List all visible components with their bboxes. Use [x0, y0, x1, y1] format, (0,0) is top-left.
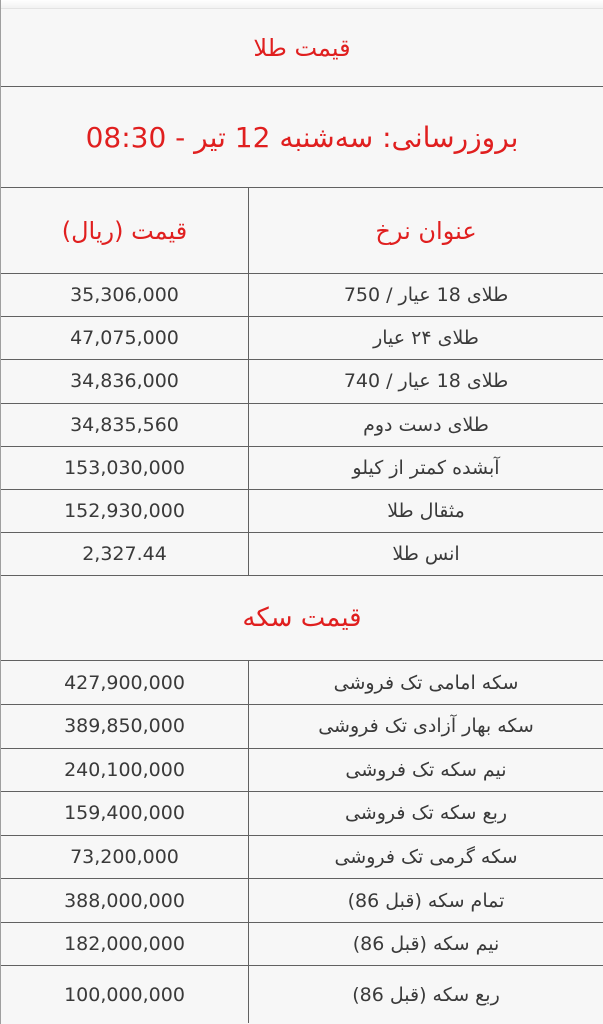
label-cell: سکه امامی تک فروشی — [248, 661, 603, 704]
table-row — [1, 533, 603, 576]
table-row — [1, 792, 603, 836]
label-cell: انس طلا — [248, 533, 603, 575]
coin-section-row — [1, 576, 603, 661]
label-cell: طلای 18 عیار / 740 — [248, 360, 603, 402]
price-cell: 100,000,000 — [64, 983, 185, 1006]
price-cell: 152,930,000 — [64, 500, 185, 523]
section-title-coins: قیمت سکه — [242, 603, 362, 634]
label-cell: تمام سکه (قبل 86) — [248, 879, 603, 922]
price-cell: 240,100,000 — [64, 758, 185, 781]
column-header-price: قیمت (ریال) — [61, 216, 188, 245]
table-row — [1, 404, 603, 447]
table-header-row — [1, 188, 603, 274]
price-cell: 73,200,000 — [70, 845, 179, 868]
label-cell: طلای ۲۴ عیار — [248, 317, 603, 359]
page-top-edge — [1, 0, 603, 9]
column-header-name: عنوان نرخ — [248, 188, 603, 273]
table-row — [1, 836, 603, 880]
table-row — [1, 490, 603, 533]
price-cell: 182,000,000 — [64, 933, 185, 956]
price-cell: 389,850,000 — [64, 715, 185, 738]
table-row — [1, 705, 603, 749]
table-row — [1, 966, 603, 1023]
price-cell: 34,836,000 — [70, 370, 179, 393]
title-row — [1, 9, 603, 87]
label-cell: ربع سکه (قبل 86) — [248, 966, 603, 1023]
label-cell: ربع سکه تک فروشی — [248, 792, 603, 835]
update-row — [1, 87, 603, 188]
label-cell: مثقال طلا — [248, 490, 603, 532]
price-cell: 153,030,000 — [64, 456, 185, 479]
label-cell: نیم سکه (قبل 86) — [248, 923, 603, 966]
price-cell: 427,900,000 — [64, 671, 185, 694]
price-cell: 2,327.44 — [82, 543, 167, 566]
table-row — [1, 923, 603, 967]
price-cell: 34,835,560 — [70, 413, 179, 436]
label-cell: طلای 18 عیار / 750 — [248, 274, 603, 316]
table-row — [1, 360, 603, 403]
label-cell: سکه گرمی تک فروشی — [248, 836, 603, 879]
table-row — [1, 661, 603, 705]
price-cell: 35,306,000 — [70, 284, 179, 307]
table-row — [1, 317, 603, 360]
label-cell: سکه بهار آزادی تک فروشی — [248, 705, 603, 748]
price-cell: 159,400,000 — [64, 802, 185, 825]
table-row — [1, 749, 603, 793]
table-row — [1, 447, 603, 490]
page-title: قیمت طلا — [253, 33, 351, 62]
table-row — [1, 274, 603, 317]
label-cell: طلای دست دوم — [248, 404, 603, 446]
price-cell: 47,075,000 — [70, 327, 179, 350]
update-timestamp: بروزرسانی: سه‌شنبه 12 تیر - 08:30 — [85, 120, 519, 154]
label-cell: آبشده کمتر از کیلو — [248, 447, 603, 489]
table-row — [1, 879, 603, 923]
price-cell: 388,000,000 — [64, 889, 185, 912]
label-cell: نیم سکه تک فروشی — [248, 749, 603, 792]
